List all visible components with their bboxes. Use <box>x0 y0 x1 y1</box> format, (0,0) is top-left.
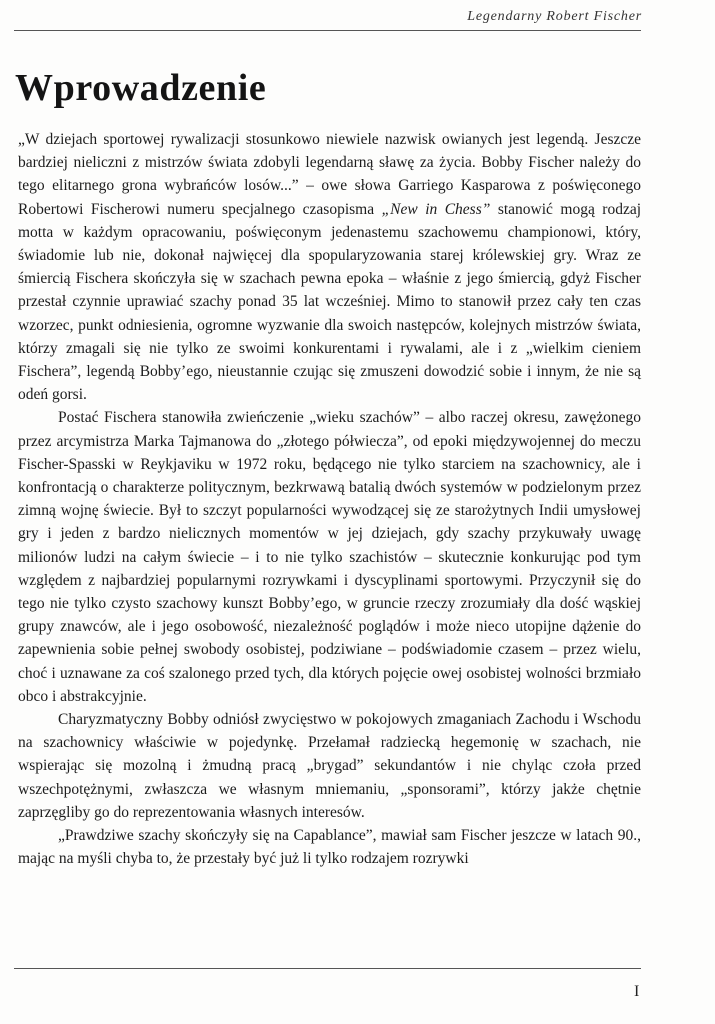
header-rule <box>14 30 641 31</box>
paragraph-1-text-start: „W dziejach sportowej rywalizacji stosunkowo niewiele nazwisk owianych jest legendą. Jeszcze bardziej nieliczni z mistrzów świata zdobyli legendarną sławę za życia. Bobby Fischer należy do tego elitarnego grona wybrańców losów...” – owe słowa Garriego Kasparowa z poświęconego Robertowi Fischerowi numeru specjalnego czasopisma <box>18 131 641 218</box>
running-head: Legendarny Robert Fischer <box>467 9 642 24</box>
footer-rule <box>14 968 641 969</box>
magazine-title: „New in Chess” <box>381 200 491 218</box>
body-text <box>18 128 641 871</box>
page-number: I <box>634 983 640 1000</box>
paragraph-4: „Prawdziwe szachy skończyły się na Capablance”, mawiał sam Fischer jeszcze w latach 90., mając na myśli chyba to, że przestały być już li tylko rodzajem rozrywki <box>18 827 641 868</box>
chapter-title: Wprowadzenie <box>15 67 267 109</box>
paragraph-3: Charyzmatyczny Bobby odniósł zwycięstwo w pokojowych zmaganiach Zachodu i Wschodu na szachownicy właściwie w pojedynkę. Przełamał radziecką hegemonię w szachach, nie wspierając się mozolną i żmudną pracą „brygad” sekundantów i nie chyląc czoła przed wszechpotężnymi, zwłaszcza we własnym mniemaniu, „sponsorami”, którzy jakże chętnie zaprzęgliby go do reprezentowania własnych interesów. <box>18 711 641 821</box>
paragraph-1 <box>18 128 641 406</box>
paragraph-1-text-end: stanowić mogą rodzaj motta w każdym opracowaniu, poświęconym jedenastemu szachowemu championowi, który, świadomie lub nie, dokonał najwięcej dla spopularyzowania starej królewskiej gry. Wraz ze śmiercią Fischera skończyła się w szachach pewna epoka – właśnie z jego śmiercią, gdyż Fischer przestał czynnie uprawiać szachy ponad 35 lat wcześniej. Mimo to stanowił przez cały ten czas wzorzec, punkt odniesienia, ogromne wyzwanie dla swoich następców, kolejnych mistrzów świata, którzy zmagali się nie tylko ze swoimi konkurentami i rywalami, ale i z „wielkim cieniem Fischera”, legendą Bobby’ego, nieustannie czując się zmuszeni dowodzić sobie i innym, że nie są odeń gorsi. <box>18 200 642 404</box>
paragraph-2: Postać Fischera stanowiła zwieńczenie „wieku szachów” – albo raczej okresu, zawężonego przez arcymistrza Marka Tajmanowa do „złotego półwiecza”, od epoki międzywojennej do meczu Fischer-Spasski w Reykjaviku w 1972 roku, będącego nie tylko starciem na szachownicy, ale i konfrontacją o charakterze politycznym, bezkrwawą batalią dwóch systemów w podzielonym przez zimną wojnę świecie. Był to szczyt popularności wywodzącej się ze starożytnych Indii umysłowej gry i jeden z bardzo nielicznych momentów w jej dziejach, gdy szachy przykuwały uwagę milionów ludzi na całym świecie – i to nie tylko szachistów – skutecznie konkurując pod tym względem z najbardziej popularnymi rozrywkami i dyscyplinami sportowymi. Przyczynił się do tego nie tylko czysto szachowy kunszt Bobby’ego, w gruncie rzeczy zrozumiały dla dość wąskiej grupy znawców, ale i jego osobowość, niezależność poglądów i może nieco utopijne dążenie do zapewnienia sobie pełnej swobody osobistej, podziwiane – podświadomie czasem – przez wielu, choć i uznawane za coś szalonego przed tych, dla których pojęcie owej osobistej wolności brzmiało obco i abstrakcyjnie. <box>18 409 641 705</box>
